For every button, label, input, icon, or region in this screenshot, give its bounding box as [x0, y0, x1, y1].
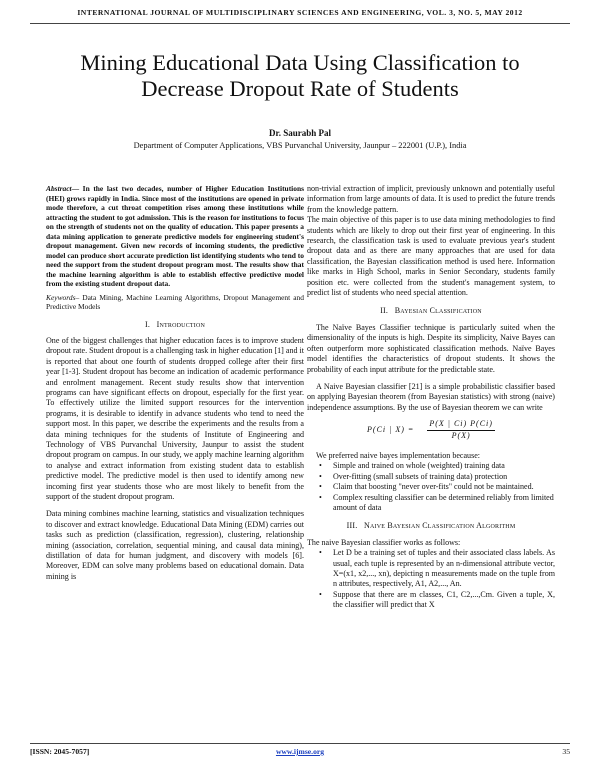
list-item: • Complex resulting classifier can be determined reliably from limited amount of data: [333, 493, 555, 514]
author-name: Dr. Saurabh Pal: [269, 128, 331, 138]
section-heading-bayesian: [307, 306, 555, 316]
section-heading-introduction: [46, 320, 304, 330]
issn: [ISSN: 2045-7057]: [30, 747, 90, 756]
bayes-paragraph-3: We preferred naive bayes implementation because:: [316, 450, 481, 460]
intro-paragraph-4: The main objective of this paper is to use data mining methodologies to find students which are likely to drop out their first year of engineering. In this research, the classification task is used to evaluate previous year's student dropout data and as there are many approaches that are used for data classification, the Bayesian classification method is used here. Information like marks in High School, marks in Senior Secondary, students family position etc. were collected from the student's management system, to predict list of students who need special attention.: [307, 215, 555, 298]
intro-paragraph-1: One of the biggest challenges that higher education faces is to improve student dropout rate. Student dropout is a challenging task in higher education [1] and it is reported that about one fourth of students dropped college after their first year [1-3]. Student dropout has become an indication of academic performance and enrolment management. Recent study results show that intervention programs can have significant effects on dropout, especially for the first year. To effectively utilize the limited support resources for the intervention programs, it is desirable to identify in advance students who tend to need the support most. In this paper, we describe the experiments and the results from a data mining techniques for the students of Institute of Engineering and Technology of VBS Purvanchal University, Jaunpur to assist the student dropout program on campus. In our study, we apply machine learning algorithm to analyse and extract information from existing student data to establish predictive model. The predictive model is then used to identify among new incoming first year students those who are most likely to benefit from the support of the student dropout program.: [46, 335, 304, 501]
list-item: • Claim that boosting "never over-fits" could not be maintained.: [333, 482, 555, 492]
section-title: Naive Bayesian Classification Algorithm: [364, 521, 516, 531]
formula-fraction: [427, 419, 495, 441]
intro-paragraph-2: Data mining combines machine learning, statistics and visualization techniques to discover and extract knowledge. Educational Data Mining (EDM) carries out tasks such as prediction (classification, regression), clustering, relationship mining (association, correlation, sequential mining, and causal data mining), distillation of data for human judgment, and discovery with models [6]. Moreover, EDM can solve many problems based on educational domain. Data mining is: [46, 509, 304, 581]
abstract-label: Abstract: [46, 184, 72, 193]
section-number: III.: [346, 521, 358, 531]
abstract: [46, 184, 304, 289]
page-number: 35: [562, 747, 570, 756]
keywords-label: Keywords: [46, 292, 76, 302]
algorithm-steps-list: [307, 548, 555, 610]
intro-paragraph-3: non-trivial extraction of implicit, previously unknown and potentially useful information from large amounts of data. It is used to predict the future trends from the knowledge pattern.: [307, 184, 555, 214]
title-line-2: Decrease Dropout Rate of Students: [141, 76, 459, 101]
bayes-paragraph-1: The Naïve Bayes Classifier technique is particularly suited when the dimensionality of the inputs is high. Despite its simplicity, Naive Bayes can often outperform more sophisticated classification methods. Naïve Bayes model identifies the characteristics of dropout students. It shows the probability of each input attribute for the predictable state.: [307, 322, 555, 374]
formula-numerator: P(X | Ci) P(Ci): [427, 419, 495, 430]
header-rule: [30, 23, 570, 24]
title-line-1: Mining Educational Data Using Classification to: [80, 50, 520, 75]
formula-lhs: P(Ci | X) =: [367, 424, 415, 434]
journal-header: INTERNATIONAL JOURNAL OF MULTIDISCIPLINARY SCIENCES AND ENGINEERING, VOL. 3, NO. 5, MAY 2012: [77, 8, 523, 17]
footer-rule: [30, 743, 570, 744]
list-item: • Suppose that there are m classes, C1, C2,...,Cm. Given a tuple, X, the classifier will predict that X: [333, 590, 555, 611]
bayes-reasons-list: [307, 461, 555, 513]
keywords: [46, 293, 304, 312]
list-item: • Simple and trained on whole (weighted) training data: [333, 461, 555, 471]
section-number: II.: [380, 306, 389, 316]
section-title: Introduction: [156, 319, 206, 329]
left-column: [46, 184, 304, 582]
keywords-text: – Data Mining, Machine Learning Algorithms, Dropout Management and Predictive Models: [46, 292, 304, 311]
section-title: Bayesian Classification: [394, 306, 482, 316]
right-column: [307, 184, 555, 611]
list-item: • Over-fitting (small subsets of training data) protection: [333, 472, 555, 482]
algorithm-paragraph: The naive Bayesian classifier works as follows:: [307, 537, 461, 547]
journal-link[interactable]: www.ijmse.org: [275, 747, 325, 756]
bayes-paragraph-2: A Naive Bayesian classifier [21] is a simple probabilistic classifier based on applying Bayesian theorem (from Bayesian statistics) with strong (naive) independence assumptions. By the use of Bayesian theorem we can write: [307, 381, 555, 412]
list-item: • Let D be a training set of tuples and their associated class labels. As usual, each tuple is represented by an n-dimensional attribute vector, X=(x1, x2,..., xn), depicting n measurements made on the tuple from n attributes, respectively, A1, A2,..., An.: [333, 548, 555, 590]
formula-denominator: P(X): [451, 430, 471, 440]
author-affiliation: Department of Computer Applications, VBS Purvanchal University, Jaunpur – 222001 (U.P.), India: [133, 141, 467, 150]
bayes-formula: [307, 419, 555, 441]
section-heading-algorithm: [307, 521, 555, 531]
abstract-text: — In the last two decades, number of Higher Education Institutions (HEI) grows rapidly in India. Since most of the institutions are opened in private mode therefore, a cut throat competition rises among these institutions while attracting the student to got admission. This is the reason for institutions to focus on the strength of students not on the quality of education. This paper presents a data mining application to generate predictive models for engineering student's dropout management. Given new records of incoming students, the predictive model can produce short accurate prediction list identifying students who tend to need the support from the student dropout program most. The results show that the machine learning algorithm is able to establish effective predictive model from the existing student dropout data.: [46, 184, 304, 288]
paper-title: [30, 50, 570, 102]
section-number: I.: [144, 319, 151, 329]
